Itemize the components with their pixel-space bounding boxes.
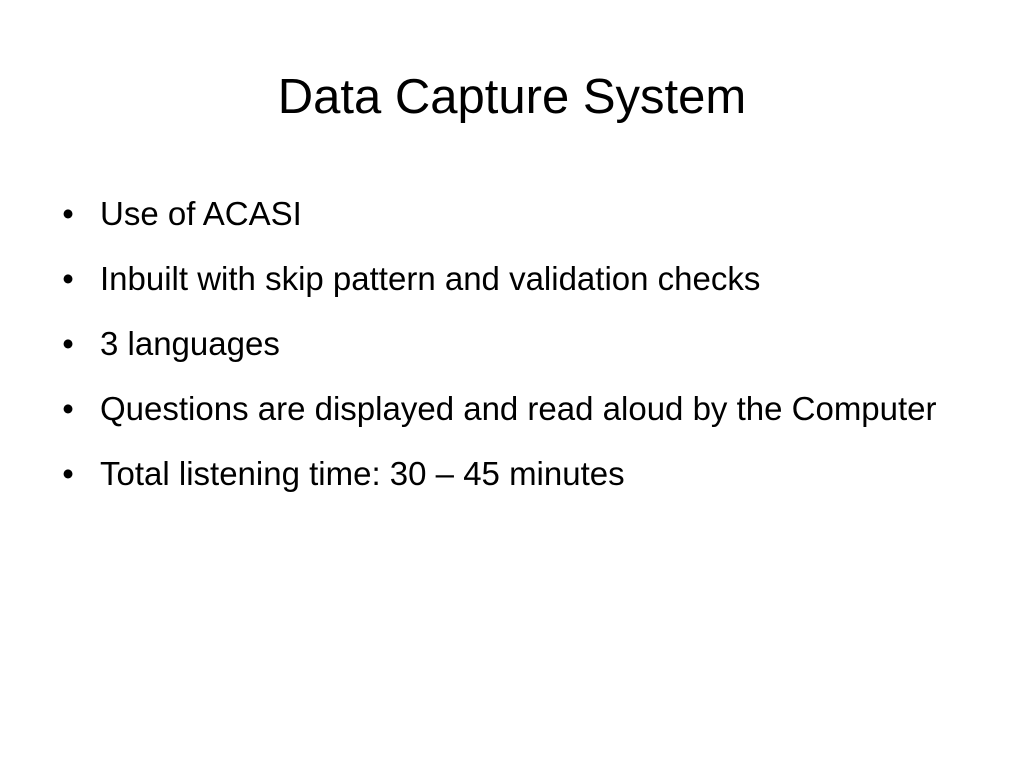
bullet-dot-icon: • <box>62 455 74 492</box>
bullet-text: Questions are displayed and read aloud by the Computer <box>100 390 937 427</box>
bullet-list <box>56 188 976 513</box>
slide-title: Data Capture System <box>277 70 747 124</box>
bullet-dot-icon: • <box>62 390 74 427</box>
bullet-dot-icon: • <box>62 195 74 232</box>
bullet-item-questions <box>56 383 976 435</box>
bullet-item-checks <box>56 253 976 305</box>
bullet-dot-icon: • <box>62 260 74 297</box>
bullet-text: 3 languages <box>100 325 280 362</box>
bullet-item-languages <box>56 318 976 370</box>
bullet-item-acasi <box>56 188 976 240</box>
bullet-dot-icon: • <box>62 325 74 362</box>
bullet-item-listening-time <box>56 448 976 500</box>
bullet-text: Use of ACASI <box>100 195 302 232</box>
bullet-text: Total listening time: 30 – 45 minutes <box>100 455 625 492</box>
bullet-text: Inbuilt with skip pattern and validation checks <box>100 260 761 297</box>
